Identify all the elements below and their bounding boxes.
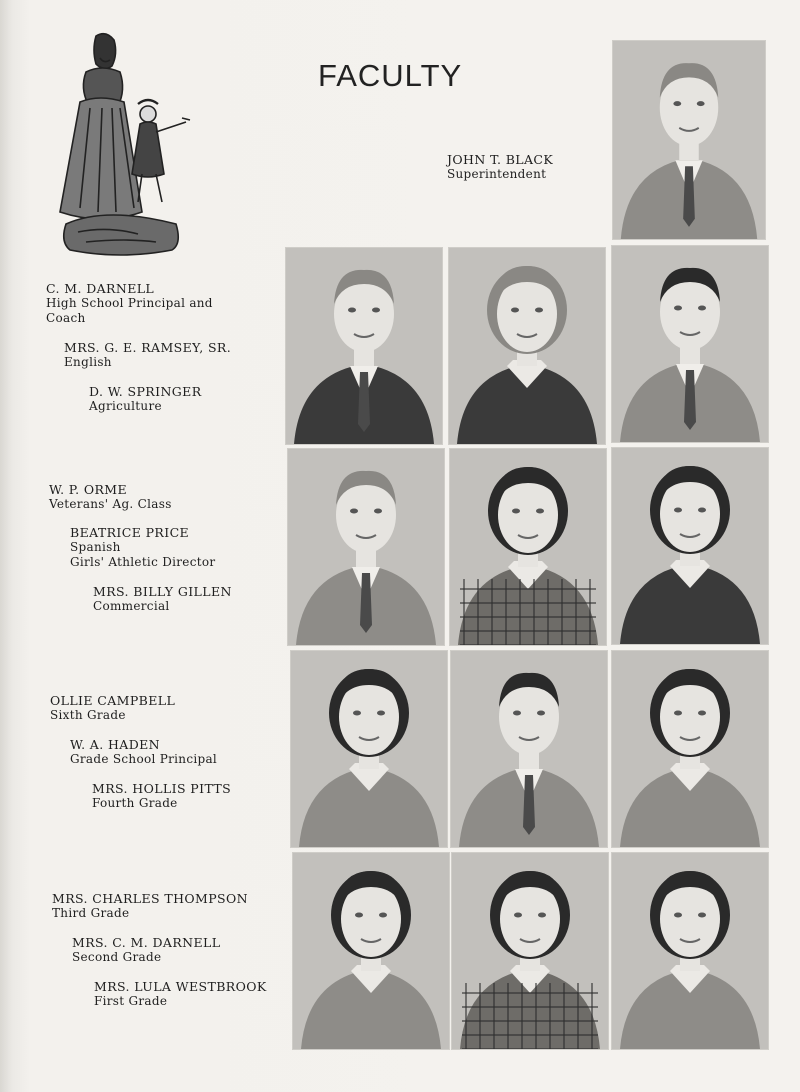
faculty-name: MRS. LULA WESTBROOK <box>94 979 267 994</box>
portrait-photo <box>450 650 608 848</box>
portrait-photo <box>611 245 769 443</box>
faculty-name: BEATRICE PRICE <box>70 525 190 540</box>
portrait-photo <box>292 852 450 1050</box>
faculty-role: Agriculture <box>89 399 162 413</box>
faculty-name: MRS. G. E. RAMSEY, SR. <box>64 340 232 355</box>
portrait-photo <box>285 247 443 445</box>
faculty-role: English <box>64 355 112 369</box>
portrait-photo <box>611 852 769 1050</box>
faculty-caption <box>46 281 226 326</box>
faculty-caption <box>64 340 231 370</box>
faculty-role: Second Grade <box>72 950 162 964</box>
superintendent-caption <box>447 152 553 182</box>
portrait-w-a-haden <box>451 651 607 847</box>
faculty-name: D. W. SPRINGER <box>89 384 202 399</box>
portrait-photo <box>449 448 607 646</box>
faculty-role: Third Grade <box>52 906 130 920</box>
faculty-name: MRS. BILLY GILLEN <box>93 584 232 599</box>
portrait-w-p-orme <box>288 449 444 645</box>
faculty-caption <box>94 979 267 1009</box>
faculty-role: First Grade <box>94 994 168 1008</box>
mascot-illustration <box>56 28 196 260</box>
portrait-photo <box>290 650 448 848</box>
faculty-role: Superintendent <box>447 167 547 181</box>
faculty-name: MRS. HOLLIS PITTS <box>92 781 232 796</box>
faculty-role: High School Principal and Coach <box>46 296 213 325</box>
faculty-caption <box>93 584 232 614</box>
portrait-mrs-charles-thompson <box>293 853 449 1049</box>
faculty-role: Grade School Principal <box>70 752 218 766</box>
faculty-role-secondary: Girls' Athletic Director <box>70 555 216 569</box>
faculty-role: Fourth Grade <box>92 796 178 810</box>
faculty-name: C. M. DARNELL <box>46 281 155 296</box>
portrait-c-m-darnell <box>286 248 442 444</box>
portrait-john-t-black <box>613 41 765 239</box>
faculty-name: JOHN T. BLACK <box>447 152 554 167</box>
faculty-name: OLLIE CAMPBELL <box>50 693 176 708</box>
portrait-mrs-c-m-darnell <box>452 853 608 1049</box>
portrait-mrs-billy-gillen <box>612 448 768 644</box>
portrait-mrs-hollis-pitts <box>612 651 768 847</box>
faculty-caption <box>70 737 217 767</box>
portrait-photo <box>611 447 769 645</box>
faculty-caption <box>52 891 248 921</box>
portrait-photo <box>451 852 609 1050</box>
faculty-caption <box>72 935 220 965</box>
portrait-d-w-springer <box>612 246 768 442</box>
portrait-photo <box>287 448 445 646</box>
portrait-mrs-g-e-ramsey-sr <box>449 248 605 444</box>
faculty-name: W. A. HADEN <box>70 737 160 752</box>
page-title: FACULTY <box>318 58 463 93</box>
faculty-caption <box>92 781 231 811</box>
faculty-name: MRS. C. M. DARNELL <box>72 935 221 950</box>
faculty-caption <box>89 384 202 414</box>
portrait-photo <box>612 40 766 240</box>
faculty-role: Spanish <box>70 540 121 554</box>
faculty-caption <box>50 693 175 723</box>
portrait-mrs-lula-westbrook <box>612 853 768 1049</box>
portrait-photo <box>448 247 606 445</box>
faculty-role: Commercial <box>93 599 170 613</box>
portrait-beatrice-price <box>450 449 606 645</box>
faculty-name: W. P. ORME <box>49 482 128 497</box>
portrait-ollie-campbell <box>291 651 447 847</box>
faculty-caption <box>70 525 215 570</box>
portrait-photo <box>611 650 769 848</box>
faculty-role: Sixth Grade <box>50 708 126 722</box>
faculty-name: MRS. CHARLES THOMPSON <box>52 891 248 906</box>
faculty-caption <box>49 482 172 512</box>
faculty-role: Veterans' Ag. Class <box>49 497 172 511</box>
